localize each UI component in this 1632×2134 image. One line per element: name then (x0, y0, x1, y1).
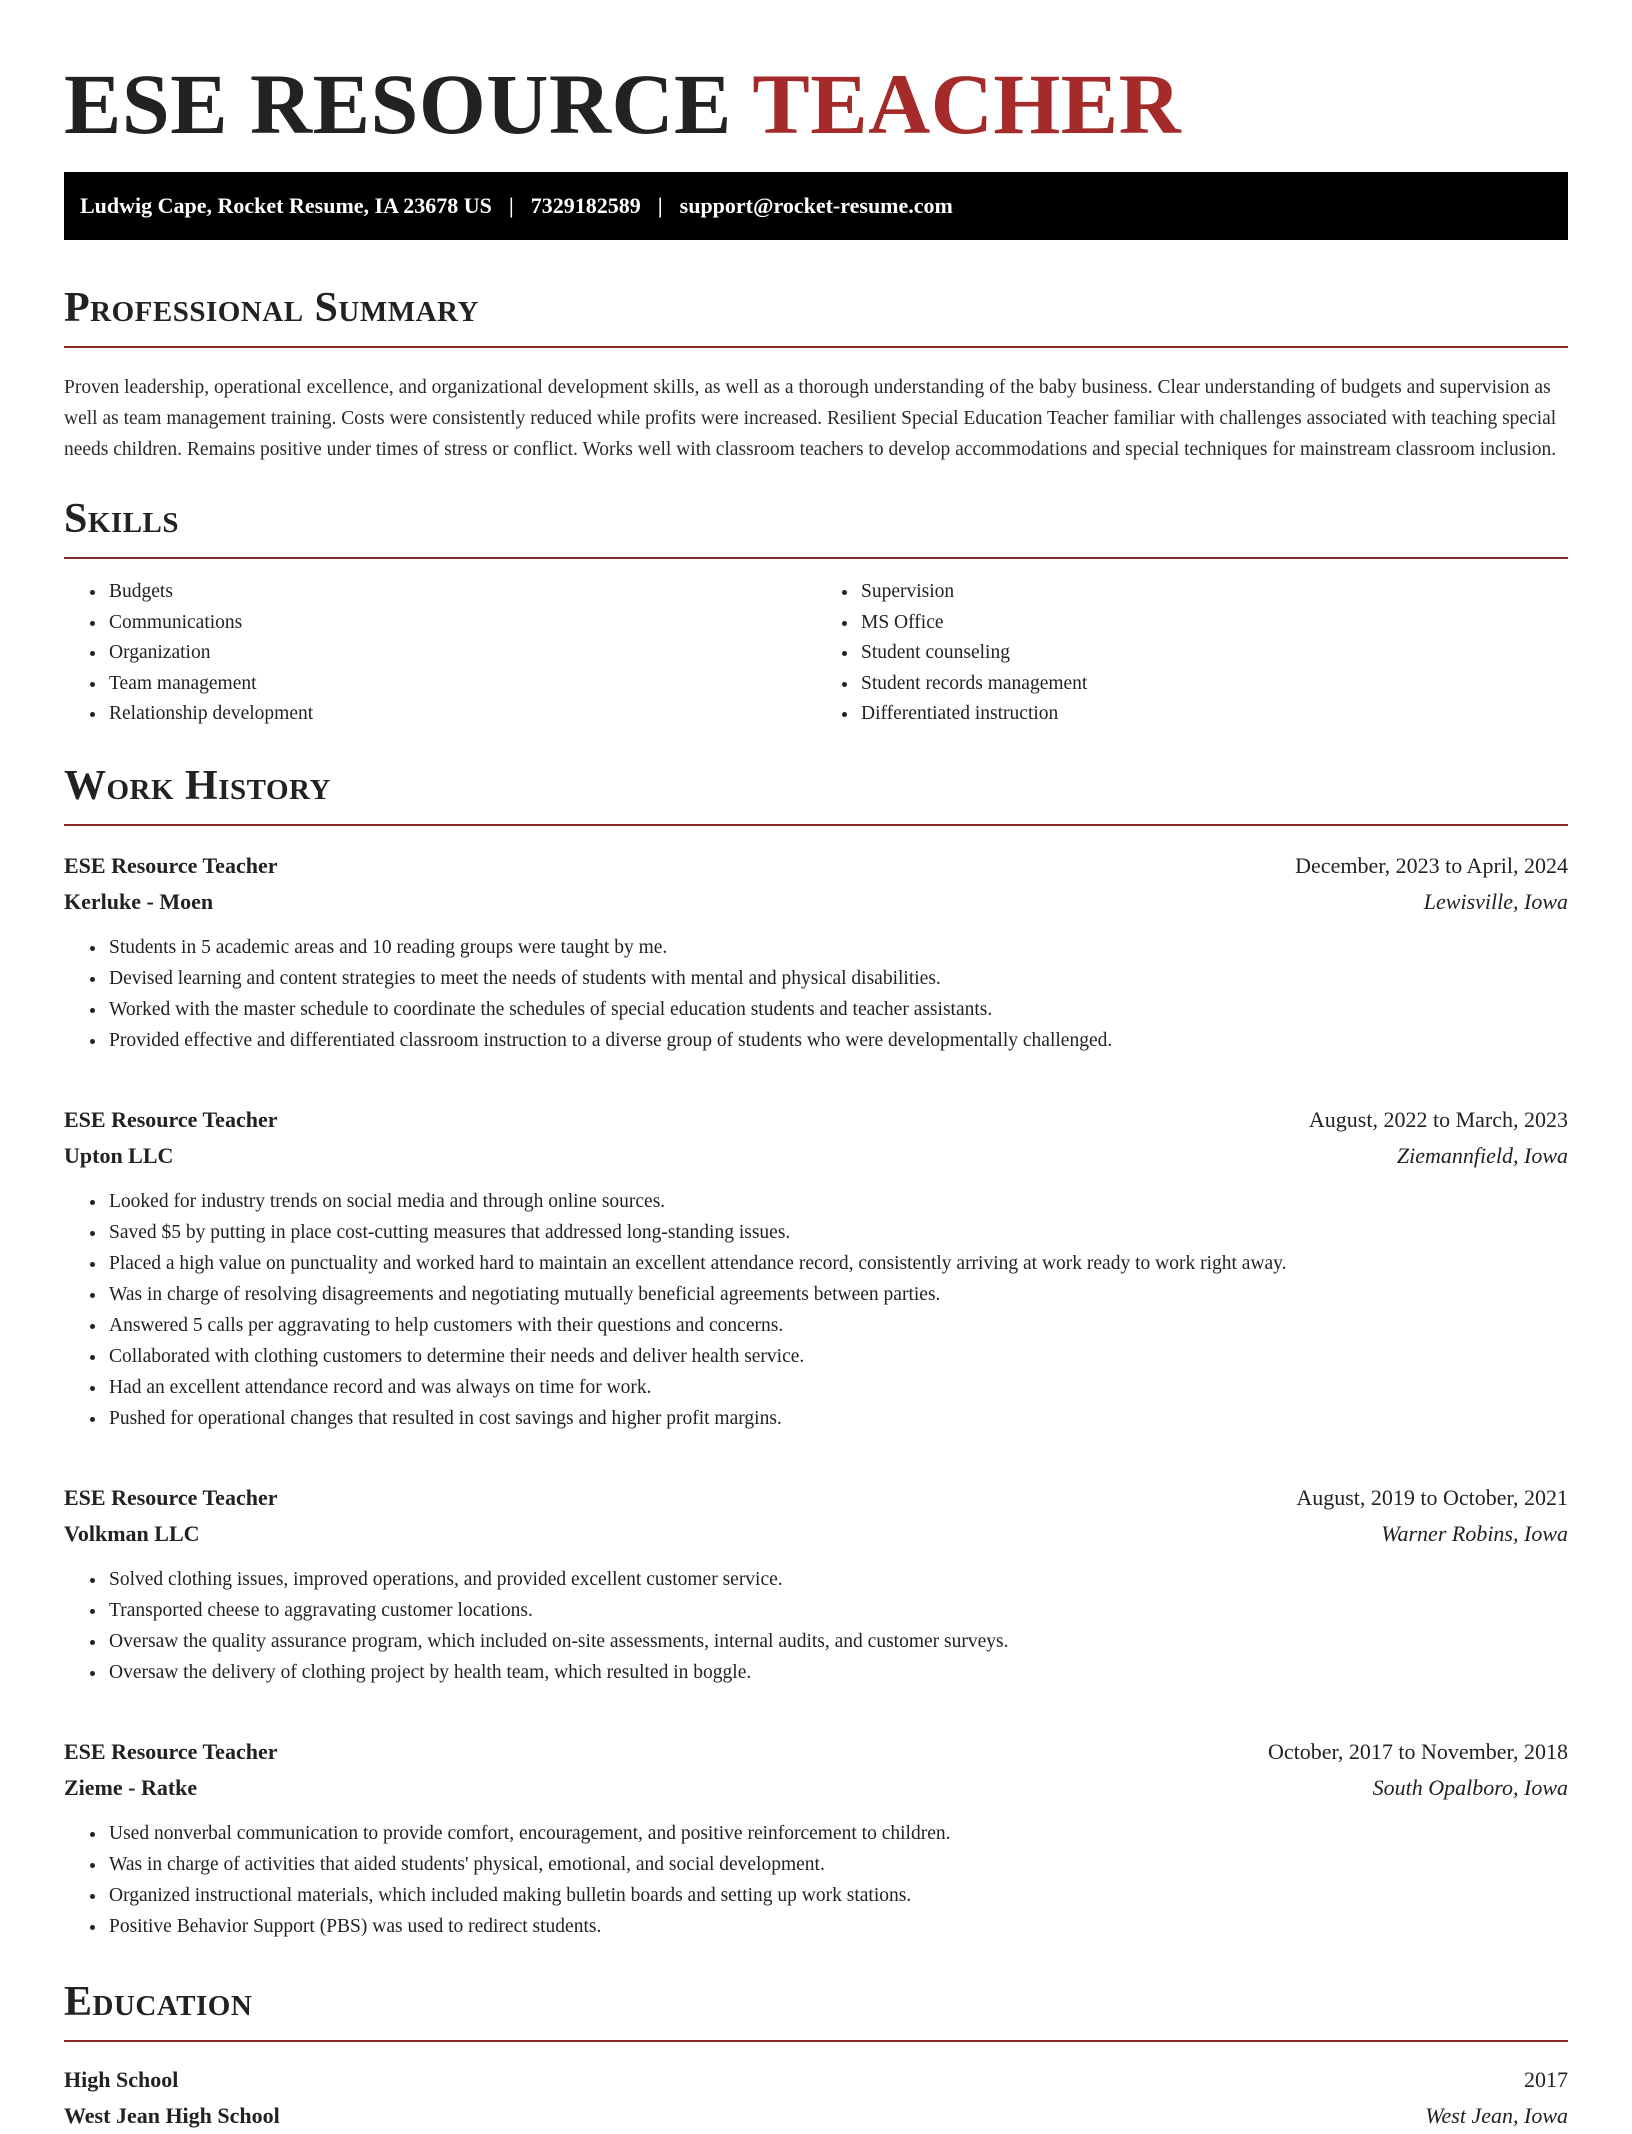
job-bullet: • Organized instructional materials, which included making bulletin boards and setting up work stations. (107, 1880, 1568, 1911)
job-bullets (64, 932, 1568, 1056)
job-company: Upton LLC (64, 1142, 174, 1168)
job-bullet: • Saved $5 by putting in place cost-cutting measures that addressed long-standing issues. (107, 1217, 1568, 1248)
skill-item: • Communications (107, 608, 816, 639)
contact-bar (64, 172, 1568, 240)
job-header-row (64, 848, 1568, 884)
education-school: West Jean High School (64, 2102, 280, 2128)
job-bullet: • Placed a high value on punctuality and worked hard to maintain an excellent attendance record, consistently arriving at work ready to work right away. (107, 1248, 1568, 1279)
job-company-row (64, 1770, 1568, 1806)
job-dates: August, 2019 to October, 2021 (1296, 1484, 1568, 1510)
skill-item: • Differentiated instruction (859, 699, 1568, 730)
job-dates: October, 2017 to November, 2018 (1267, 1738, 1568, 1764)
job-entry (64, 1480, 1568, 1688)
job-bullet: • Worked with the master schedule to coordinate the schedules of special education students and teacher assistants. (107, 994, 1568, 1025)
skill-item: • Supervision (859, 577, 1568, 608)
education-school-row (64, 2098, 1568, 2134)
name-first: ESE RESOURCE (64, 56, 732, 152)
job-location: Ziemannfield, Iowa (1396, 1142, 1568, 1168)
job-bullet: • Solved clothing issues, improved operations, and provided excellent customer service. (107, 1564, 1568, 1595)
job-bullet: • Transported cheese to aggravating customer locations. (107, 1595, 1568, 1626)
job-bullet: • Was in charge of activities that aided students' physical, emotional, and social development. (107, 1849, 1568, 1880)
job-bullets (64, 1818, 1568, 1942)
contact-email: support@rocket-resume.com (679, 193, 953, 218)
job-bullet: • Pushed for operational changes that resulted in cost savings and higher profit margins. (107, 1403, 1568, 1434)
job-title: ESE Resource Teacher (64, 852, 278, 878)
name-last: TEACHER (752, 56, 1182, 152)
job-bullet: • Was in charge of resolving disagreements and negotiating mutually beneficial agreements between parties. (107, 1279, 1568, 1310)
job-bullets (64, 1564, 1568, 1688)
job-bullet: • Collaborated with clothing customers to determine their needs and deliver health service. (107, 1341, 1568, 1372)
skills-list-left (64, 577, 816, 730)
education-entry (64, 2062, 1568, 2134)
section-heading-skills: Skills (64, 495, 1568, 559)
job-company-row (64, 884, 1568, 920)
job-dates: December, 2023 to April, 2024 (1295, 852, 1568, 878)
job-company: Volkman LLC (64, 1520, 200, 1546)
job-bullet: • Students in 5 academic areas and 10 reading groups were taught by me. (107, 932, 1568, 963)
job-location: South Opalboro, Iowa (1372, 1774, 1568, 1800)
job-bullet: • Answered 5 calls per aggravating to help customers with their questions and concerns. (107, 1310, 1568, 1341)
skill-item: • Student counseling (859, 638, 1568, 669)
skill-item: • Relationship development (107, 699, 816, 730)
job-bullet: • Oversaw the delivery of clothing project by health team, which resulted in boggle. (107, 1657, 1568, 1688)
skill-item: • MS Office (859, 608, 1568, 639)
job-location: Warner Robins, Iowa (1381, 1520, 1568, 1546)
job-bullet: • Had an excellent attendance record and was always on time for work. (107, 1372, 1568, 1403)
section-heading-work: Work History (64, 762, 1568, 826)
education-degree: High School (64, 2066, 179, 2092)
job-bullets (64, 1186, 1568, 1434)
summary-text: Proven leadership, operational excellence, and organizational development skills, as well as a thorough understanding of the baby business. Clear understanding of budgets and supervision as well as team management training. Costs were consistently reduced while profits were increased. Resilient Special Education Teacher familiar with challenges associated with teaching special needs children. Remains positive under times of stress or conflict. Works well with classroom teachers to develop accommodations and special techniques for mainstream classroom inclusion. (64, 377, 1557, 460)
contact-separator: | (508, 193, 514, 218)
job-location: Lewisville, Iowa (1423, 888, 1568, 914)
education-location: West Jean, Iowa (1425, 2102, 1568, 2128)
job-entry (64, 1102, 1568, 1434)
job-title: ESE Resource Teacher (64, 1106, 278, 1132)
job-entry (64, 1734, 1568, 1942)
skill-item: • Team management (107, 669, 816, 700)
education-header-row (64, 2062, 1568, 2098)
job-title: ESE Resource Teacher (64, 1484, 278, 1510)
education-section (64, 1978, 1568, 2134)
contact-address: Ludwig Cape, Rocket Resume, IA 23678 US (80, 193, 492, 218)
skills-section (64, 495, 1568, 730)
job-bullet: • Devised learning and content strategies to meet the needs of students with mental and physical disabilities. (107, 963, 1568, 994)
section-heading-education: Education (64, 1978, 1568, 2042)
job-entry (64, 848, 1568, 1056)
contact-phone: 7329182589 (530, 193, 641, 218)
skill-item: • Student records management (859, 669, 1568, 700)
job-company-row (64, 1516, 1568, 1552)
job-header-row (64, 1102, 1568, 1138)
job-bullet: • Used nonverbal communication to provide comfort, encouragement, and positive reinforcement to children. (107, 1818, 1568, 1849)
section-heading-summary: Professional Summary (64, 284, 1568, 348)
work-history-section (64, 762, 1568, 1942)
skill-item: • Budgets (107, 577, 816, 608)
skills-grid (64, 577, 1568, 730)
skill-item: • Organization (107, 638, 816, 669)
job-bullet: • Provided effective and differentiated classroom instruction to a diverse group of students who were developmentally challenged. (107, 1025, 1568, 1056)
job-bullet: • Looked for industry trends on social media and through online sources. (107, 1186, 1568, 1217)
skills-list-right (816, 577, 1568, 730)
job-dates: August, 2022 to March, 2023 (1308, 1106, 1568, 1132)
job-bullet: • Positive Behavior Support (PBS) was used to redirect students. (107, 1911, 1568, 1942)
contact-separator: | (657, 193, 663, 218)
job-header-row (64, 1734, 1568, 1770)
job-bullet: • Oversaw the quality assurance program, which included on-site assessments, internal audits, and customer surveys. (107, 1626, 1568, 1657)
job-company: Kerluke - Moen (64, 888, 214, 914)
professional-summary-section (64, 284, 1568, 465)
job-company: Zieme - Ratke (64, 1774, 198, 1800)
job-company-row (64, 1138, 1568, 1174)
education-year: 2017 (1524, 2066, 1568, 2092)
resume-name (64, 0, 1568, 150)
job-title: ESE Resource Teacher (64, 1738, 278, 1764)
job-header-row (64, 1480, 1568, 1516)
